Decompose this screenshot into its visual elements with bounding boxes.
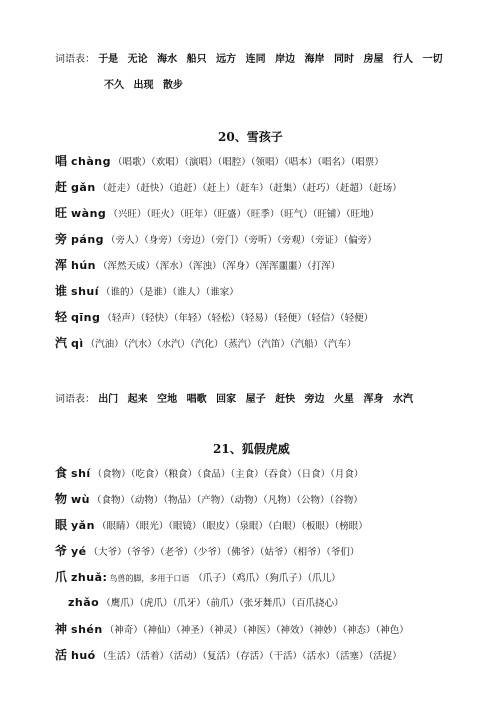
entry-row xyxy=(55,154,384,170)
entry-pinyin: qì xyxy=(71,337,84,350)
entry-row xyxy=(55,622,409,638)
entry-char: 物 xyxy=(55,492,68,506)
entry-note: 鸟兽的脚，多用于口语 xyxy=(109,574,190,583)
entry-words: （轻声）（轻快）（年轻）（轻松）（轻易）（轻便）（轻信）（轻便） xyxy=(102,313,374,324)
entry-words: （神奇）（神仙）（神圣）（神灵）（神医）（神效）（神妙）（神态）（神色） xyxy=(104,625,409,636)
entry-row xyxy=(55,206,379,222)
entry-words: （食物）（吃食）（粮食）（食品）（主食）（吞食）（日食）（月食） xyxy=(92,469,364,480)
entry-pinyin: yé xyxy=(71,545,87,558)
entry-words: （大爷）（爷爷）（老爷）（少爷）（佛爷）（姑爷）（相爷）（爷们） xyxy=(88,547,360,558)
vocab-label: 词语表： xyxy=(55,54,95,65)
entry-row xyxy=(55,518,368,534)
entry-char: 食 xyxy=(55,466,68,480)
entry-pinyin: zhǎo xyxy=(68,596,100,609)
entry-row xyxy=(55,336,356,352)
entry-pinyin: huó xyxy=(71,649,96,662)
entry-char: 汽 xyxy=(55,336,68,350)
vocab-list-2 xyxy=(55,390,413,405)
entry-row xyxy=(55,648,402,664)
entry-row xyxy=(55,544,359,560)
vocab-words: 于是 无论 海水 船只 远方 连同 岸边 海岸 同时 房屋 行人 一切 xyxy=(98,54,443,65)
entry-char: 爷 xyxy=(55,544,68,558)
lesson-21-title: 21、狐假虎威 xyxy=(213,442,290,456)
entry-char: 旺 xyxy=(55,206,68,220)
vocab-list-1-continued xyxy=(104,76,183,91)
entry-char: 爪 xyxy=(55,570,68,584)
entry-char: 眼 xyxy=(55,518,68,532)
entry-row xyxy=(55,492,363,508)
entry-pinyin: wàng xyxy=(71,207,107,220)
entry-row xyxy=(55,570,341,586)
entry-words: （眼睛）（眼光）（眼镜）（眼皮）（泉眼）（白眼）（板眼）（榜眼） xyxy=(96,521,368,532)
entry-row xyxy=(68,596,343,611)
entry-char: 唱 xyxy=(55,154,68,168)
entry-row xyxy=(55,232,377,248)
entry-words: （汽油）（汽水）（水汽）（汽化）（蒸汽）（汽笛）（汽船）（汽车） xyxy=(85,339,357,350)
entry-pinyin: shén xyxy=(71,623,103,636)
lesson-20-title: 20、雪孩子 xyxy=(218,130,283,144)
entry-row xyxy=(55,310,373,326)
entry-words: （生活）（活着）（活动）（复活）（存活）（干活）（活水）（活塞）（活捉） xyxy=(97,651,402,662)
entry-char: 旁 xyxy=(55,232,68,246)
entry-char: 谁 xyxy=(55,284,68,298)
entry-pinyin: shuí xyxy=(71,285,99,298)
entry-char: 轻 xyxy=(55,310,68,324)
entry-words: （赶走）（赶快）（追赶）（赶上）（赶车）（赶集）（赶巧）（赶超）（赶场） xyxy=(97,183,402,194)
entry-pinyin: zhuǎ: xyxy=(71,571,108,584)
vocab-label: 词语表： xyxy=(55,394,95,405)
entry-words: （谁的）（是谁）（谁人）（谁家） xyxy=(101,287,239,298)
entry-words: （兴旺）（旺火）（旺年）（旺盛）（旺季）（旺气）（旺铺）（旺地） xyxy=(108,209,380,220)
entry-words: （唱歌）（欢唱）（演唱）（唱腔）（领唱）（唱本）（唱名）（唱票） xyxy=(113,157,384,168)
vocab-list-1 xyxy=(55,50,442,65)
entry-words: （浑然天成）（浑水）（浑浊）（浑身）（浑浑噩噩）（打浑） xyxy=(98,261,341,272)
entry-row xyxy=(55,180,402,196)
entry-row xyxy=(55,466,363,482)
entry-pinyin: yǎn xyxy=(71,519,95,532)
entry-pinyin: gǎn xyxy=(71,181,96,194)
vocab-words: 出门 起来 空地 唱歌 回家 屋子 赶快 旁边 火星 浑身 水汽 xyxy=(98,394,414,405)
vocab-words: 不久 出现 散步 xyxy=(104,80,183,91)
entry-pinyin: wù xyxy=(71,493,91,506)
entry-char: 神 xyxy=(55,622,68,636)
entry-row xyxy=(55,258,340,274)
entry-words: （旁人）（身旁）（旁边）（旁门）（旁听）（旁观）（旁证）（偏旁） xyxy=(106,235,377,246)
entry-char: 浑 xyxy=(55,258,68,272)
entry-pinyin: shí xyxy=(71,467,91,480)
entry-char: 赶 xyxy=(55,180,68,194)
entry-pinyin: hún xyxy=(71,259,97,272)
entry-row xyxy=(55,284,239,300)
entry-pinyin: páng xyxy=(71,233,105,246)
entry-words: （鹰爪）（虎爪）（爪牙）（前爪）（张牙舞爪）（百爪挠心） xyxy=(101,598,344,609)
entry-words: （食物）（动物）（物品）（产物）（动物）（凡物）（公物）（谷物） xyxy=(92,495,363,506)
entry-pinyin: qīng xyxy=(71,311,101,324)
entry-words: （爪子）（鸡爪）（狗爪子）（爪儿） xyxy=(193,573,341,584)
entry-pinyin: chàng xyxy=(71,155,111,168)
entry-char: 活 xyxy=(55,648,68,662)
